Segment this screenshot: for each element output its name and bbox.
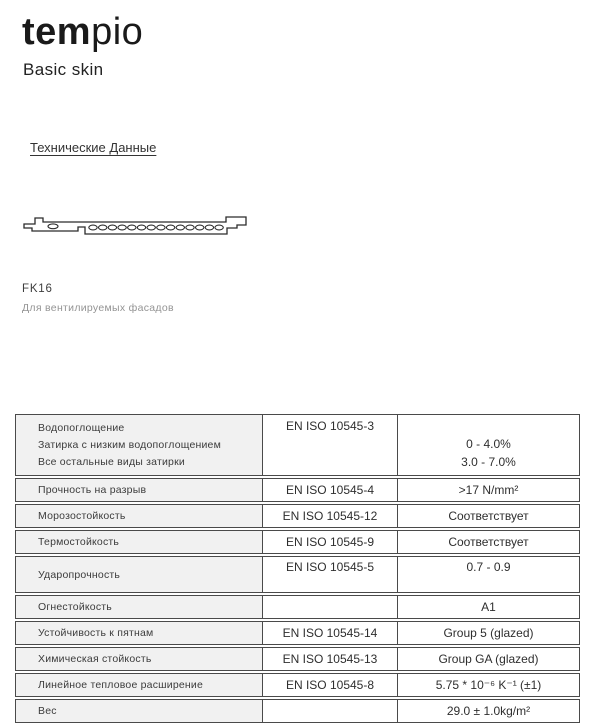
property-cell: Морозостойкость: [15, 504, 263, 528]
value-cell: A1: [398, 595, 580, 619]
table-row: [15, 478, 580, 502]
standard-cell: [263, 699, 398, 723]
standard-cell: EN ISO 10545-5: [263, 556, 398, 593]
table-row: [15, 699, 580, 723]
standard-cell: EN ISO 10545-9: [263, 530, 398, 554]
spec-table: [15, 412, 580, 725]
value-cell: [398, 414, 580, 476]
table-row: [15, 556, 580, 593]
standard-cell: EN ISO 10545-12: [263, 504, 398, 528]
table-row: [15, 504, 580, 528]
value-line: 0 - 4.0%: [466, 437, 511, 451]
table-row: [15, 647, 580, 671]
value-cell: Group GA (glazed): [398, 647, 580, 671]
standard-cell: [263, 595, 398, 619]
standard-cell: EN ISO 10545-13: [263, 647, 398, 671]
standard-cell: EN ISO 10545-14: [263, 621, 398, 645]
product-description: Для вентилируемых фасадов: [22, 302, 174, 314]
value-cell: >17 N/mm²: [398, 478, 580, 502]
value-cell: Соответствует: [398, 504, 580, 528]
technical-data-heading: Технические Данные: [30, 140, 157, 155]
table-row: [15, 595, 580, 619]
property-cell: Ударопрочность: [15, 556, 263, 593]
value-cell: Group 5 (glazed): [398, 621, 580, 645]
panel-cross-section-icon: [22, 214, 248, 242]
value-cell: 0.7 - 0.9: [398, 556, 580, 593]
property-cell: Огнестойкость: [15, 595, 263, 619]
brand-logo-bold: tem: [22, 11, 92, 53]
value-line: 3.0 - 7.0%: [461, 455, 516, 469]
standard-cell: EN ISO 10545-8: [263, 673, 398, 697]
property-cell: [15, 414, 263, 476]
table-row: [15, 621, 580, 645]
property-cell: Термостойкость: [15, 530, 263, 554]
value-cell: 5.75 * 10⁻⁶ K⁻¹ (±1): [398, 673, 580, 697]
property-cell: Химическая стойкость: [15, 647, 263, 671]
brand-logo-light: pio: [91, 11, 144, 53]
brand-logo: [22, 10, 143, 54]
property-cell: Прочность на разрыв: [15, 478, 263, 502]
value-cell: Соответствует: [398, 530, 580, 554]
property-line: Все остальные виды затирки: [38, 455, 185, 468]
table-row: [15, 414, 580, 476]
standard-cell: EN ISO 10545-4: [263, 478, 398, 502]
product-code: FK16: [22, 283, 53, 295]
property-cell: Устойчивость к пятнам: [15, 621, 263, 645]
table-row: [15, 673, 580, 697]
property-line: Водопоглощение: [38, 421, 125, 434]
property-line: Затирка с низким водопоглощением: [38, 438, 222, 451]
standard-cell: EN ISO 10545-3: [263, 414, 398, 476]
technical-data-table: [15, 412, 580, 725]
panel-profile-drawing: [22, 214, 248, 242]
table-row: [15, 530, 580, 554]
product-line-subtitle: Basic skin: [23, 60, 104, 79]
property-cell: Вес: [15, 699, 263, 723]
value-cell: 29.0 ± 1.0kg/m²: [398, 699, 580, 723]
property-cell: Линейное тепловое расширение: [15, 673, 263, 697]
